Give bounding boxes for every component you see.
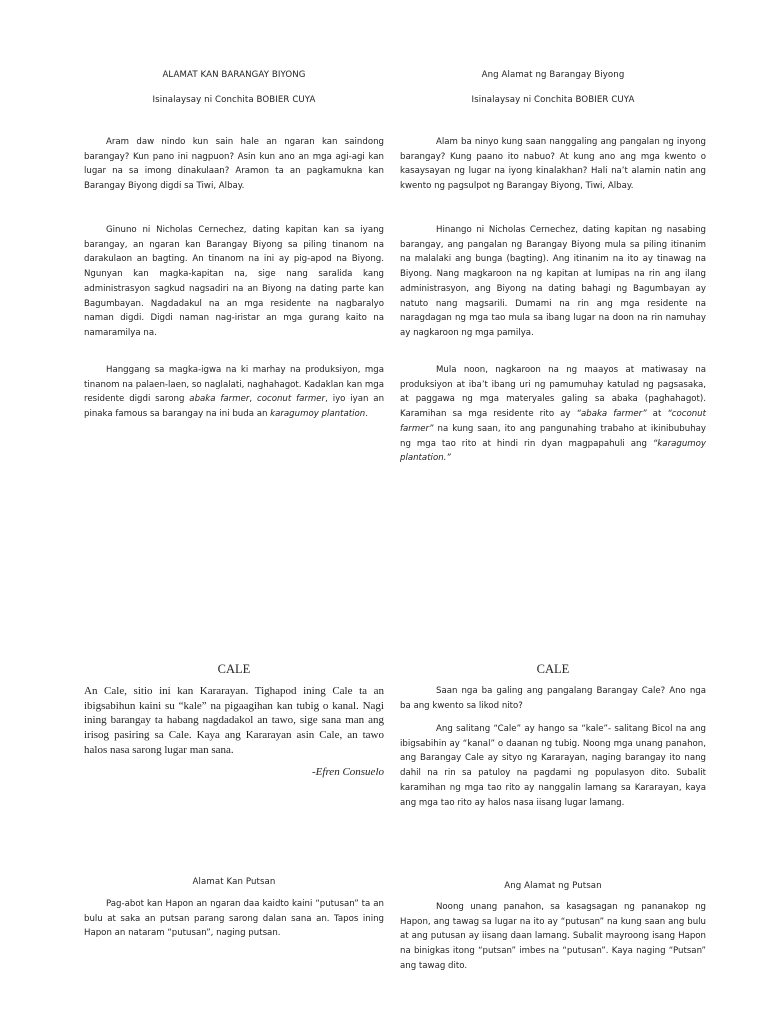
right-cale-paragraph-2: Ang salitang “Cale” ay hango sa “kale”- salitang Bicol na ang ibigsabihin ay “kanal” o daanan ng tubig. Noong mga unang panahon, ang Barangay Cale ay sityo ng Kararayan, naging barangay ito nang dahil na rin sa patuloy na pagdami ng populasyon dito. Subalit karamihan ng mga tao rito ay nanggalin lamang sa Kararayan, kaya ang mga tao rito ay halos nasa iisang lugar lamang. xyxy=(400,724,706,808)
right-author: Isinalaysay ni Conchita BOBIER CUYA xyxy=(471,95,635,105)
right-paragraph-2: Hinango ni Nicholas Cernechez, dating kapitan ng nasabing barangay, ang pangalan ng Barangay Biyong mula sa piling itinanim na malalaki ang bunga (bagting). Ang itinanim na ito ay tinawag na Biyong. Nang magkaroon na ng kapitan at lumipas na rin ang ilang administrasyon, ang Biyong na dating bahagi ng Bagumbayan ay natuto nang magsarili. Dumami na rin ang mga residente na naragdagan ng mga tao mula sa ibang lugar na doon na rin namuhay ay nagkaroon ng mga pamilya. xyxy=(400,225,706,338)
left-cale-title: CALE xyxy=(217,662,251,676)
right-putsan-title: Ang Alamat ng Putsan xyxy=(504,881,602,891)
right-putsan-paragraph: Noong unang panahon, sa kasagsagan ng pananakop ng Hapon, ang tawag sa lugar na ito ay “putusan” na kung saan ang bulu at ang putusan ay iisang daan lamang. Subalit mayroong isang Hapon na binigkas itong “putsan” imbes na “putusan”. Kaya naging “Putsan” ang tawag dito. xyxy=(400,902,706,971)
right-cale-paragraph-1: Saan nga ba galing ang pangalang Barangay Cale? Ano nga ba ang kwento sa likod nito? xyxy=(400,686,706,711)
left-putsan-title: Alamat Kan Putsan xyxy=(192,877,276,887)
left-paragraph-2: Ginuno ni Nicholas Cernechez, dating kapitan kan sa iyang barangay, an ngaran kan Barangay Biyong sa piling tinanom na darakulaon an bagting. An tinanom na ini ay pig-apod na Biyong. Ngunyan kan magka-kapitan na, sige nang saralida kang administrasyon sagkud nagsadiri na an Biyong na dating parte kan Bagumbayan. Nagdadakul na an mga residente na nagbaralyo naman digdi. Digdi naman nag-iristar an mga gurang kaito na namaramilya na. xyxy=(84,225,384,338)
left-title: ALAMAT KAN BARANGAY BIYONG xyxy=(162,70,306,80)
left-paragraph-1: Aram daw nindo kun sain hale an ngaran kan saindong barangay? Kun pano ini nagpuon? Asin kun ano an mga agi-agi kan lugar na sa imong dinakulaan? Aramon ta an pagkamukna kan Barangay Biyong digdi sa Tiwi, Albay. xyxy=(84,137,384,192)
right-cale-title: CALE xyxy=(536,662,570,676)
right-title: Ang Alamat ng Barangay Biyong xyxy=(481,70,625,80)
right-paragraph-1: Alam ba ninyo kung saan nanggaling ang pangalan ng inyong barangay? Kung paano ito nabuo? At kung ano ang mga kwento o kasaysayan ng lugar na iyong kinalakhan? Hali na’t alamin natin ang kwento ng pagsulpot ng Barangay Biyong, Tiwi, Albay. xyxy=(400,137,706,192)
left-putsan-paragraph: Pag-abot kan Hapon an ngaran daa kaidto kaini “putusan” ta an bulu at saka an putsan parang sarong dalan sana an. Tapos ining Hapon an nataram “putusan”, naging putsan. xyxy=(84,899,384,939)
left-cale-paragraph: An Cale, sitio ini kan Kararayan. Tighapod ining Cale ta an ibigsabihun kaini su “kale” na pigaagihan kan tubig o kanal. Nagi ining barangay ta habang nagdadakol an tawo, sige sana man ang irisog pasiring sa Cale. Kaya ang Kararayan asin Cale, an tawo halos nasa sarong lugar man sana. xyxy=(84,685,384,756)
right-paragraph-3: Mula noon, nagkaroon na ng maayos at matiwasay na produksiyon at iba’t ibang uri ng pamumuhay katulad ng pagsasaka, at paggawa ng mga materyales galing sa abaka (paghahagot). Karamihan sa mga residente rito ay “abaka farmer” at “coconut farmer” na kung saan, ito ang pangunahing trabaho at ikinibubuhay ng mga tao rito at hindi rin dyan magpapahuli ang “karagumoy plantation.” xyxy=(400,365,707,464)
left-paragraph-3: Hanggang sa magka-igwa na ki marhay na produksiyon, mga tinanom na palaen-laen, so naglalati, naghahagot. Kadaklan kan mga residente digdi sarong abaka farmer, coconut farmer, iyo iyan an pinaka famous sa barangay na ini buda an karagumoy plantation. xyxy=(84,365,385,420)
left-author: Isinalaysay ni Conchita BOBIER CUYA xyxy=(152,95,316,105)
left-cale-signature: -Efren Consuelo xyxy=(312,766,384,778)
